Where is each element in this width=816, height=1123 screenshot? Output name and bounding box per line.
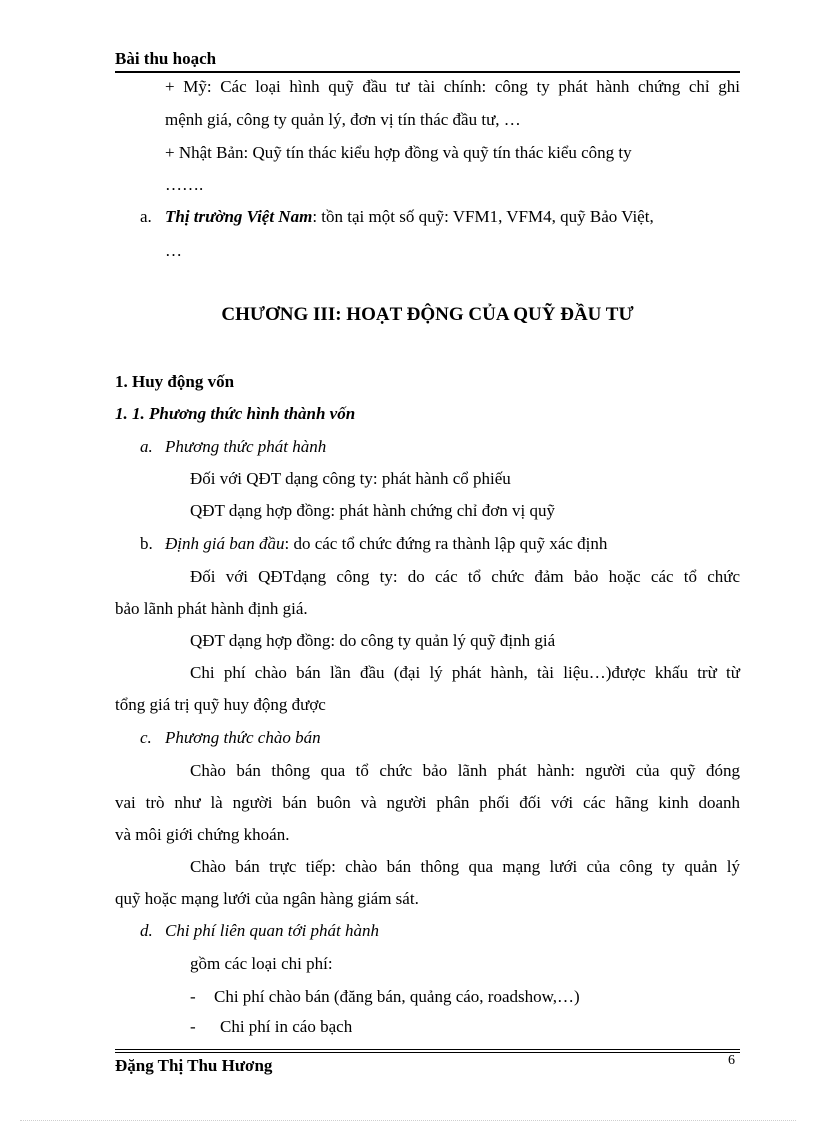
emphasis-text: Thị trường Việt Nam [165,207,313,226]
subsection-heading: 1. 1. Phương thức hình thành vốn [115,404,356,423]
item-title: Chi phí liên quan tới phát hành [165,921,380,940]
page-edge [20,1120,796,1121]
paragraph-line: Đối với QĐT dạng công ty: phát hành cổ phiếu [190,469,511,488]
list-item [165,206,740,228]
list-marker: d. [140,921,153,940]
paragraph-line: quỹ hoặc mạng lưới của ngân hàng giám sát. [115,889,419,908]
item-title: Phương thức chào bán [165,728,321,747]
bullet-dash: - [190,987,196,1006]
list-marker: b. [140,534,153,553]
chapter-title: CHƯƠNG III: HOẠT ĐỘNG CỦA QUỸ ĐẦU TƯ [221,304,634,325]
list-item-text: : tồn tại một số quỹ: VFM1, VFM4, quỹ Bảo Việt, [312,207,654,226]
footer-author: Đặng Thị Thu Hương [115,1056,273,1075]
paragraph-line: vai trò như là người bán buôn và người phân phối đối với các hãng kinh doanh [115,793,740,812]
bullet-text: Chi phí in cáo bạch [220,1017,353,1036]
list-item-text: : do các tổ chức đứng ra thành lập quỹ xác định [284,534,608,553]
paragraph-line: bảo lãnh phát hành định giá. [115,599,308,618]
paragraph-line: Đối với QĐTdạng công ty: do các tổ chức đảm bảo hoặc các tổ chức [190,567,740,586]
text-line: ……. [165,175,204,194]
paragraph-line: QĐT dạng hợp đồng: do công ty quản lý quỹ định giá [190,631,556,650]
paragraph-line: và môi giới chứng khoán. [115,825,290,844]
text-line: … [165,241,182,260]
footer-rule [115,1049,740,1050]
bullet-text: Chi phí chào bán (đăng bán, quảng cáo, roadshow,…) [214,987,580,1006]
list-marker: a. [140,437,153,456]
list-marker: a. [140,207,152,226]
header-title: Bài thu hoạch [115,49,217,68]
paragraph-line: gồm các loại chi phí: [190,954,333,973]
text-line: mệnh giá, công ty quản lý, đơn vị tín thác đầu tư, … [165,110,521,129]
bullet-dash: - [190,1017,196,1036]
section-heading: 1. Huy động vốn [115,372,235,391]
paragraph-line: Chào bán trực tiếp: chào bán thông qua mạng lưới của công ty quản lý [190,857,740,876]
paragraph-line: Chi phí chào bán lần đầu (đại lý phát hành, tài liệu…)được khấu trừ từ [190,663,740,682]
paragraph-line: QĐT dạng hợp đồng: phát hành chứng chỉ đơn vị quỹ [190,501,555,520]
list-marker: c. [140,728,152,747]
item-title: Phương thức phát hành [165,437,327,456]
paragraph-line: tổng giá trị quỹ huy động được [115,695,326,714]
text-line: + Nhật Bản: Quỹ tín thác kiểu hợp đồng và quỹ tín thác kiểu công ty [165,143,632,162]
text-line: + Mỹ: Các loại hình quỹ đầu tư tài chính: công ty phát hành chứng chỉ ghi [165,77,740,96]
footer-rule [115,1052,740,1053]
list-item [165,533,607,555]
page-number: 6 [728,1053,735,1068]
item-title: Định giá ban đầu [165,534,285,553]
paragraph-line: Chào bán thông qua tổ chức bảo lãnh phát hành: người của quỹ đóng [190,761,740,780]
header-rule [115,71,740,73]
